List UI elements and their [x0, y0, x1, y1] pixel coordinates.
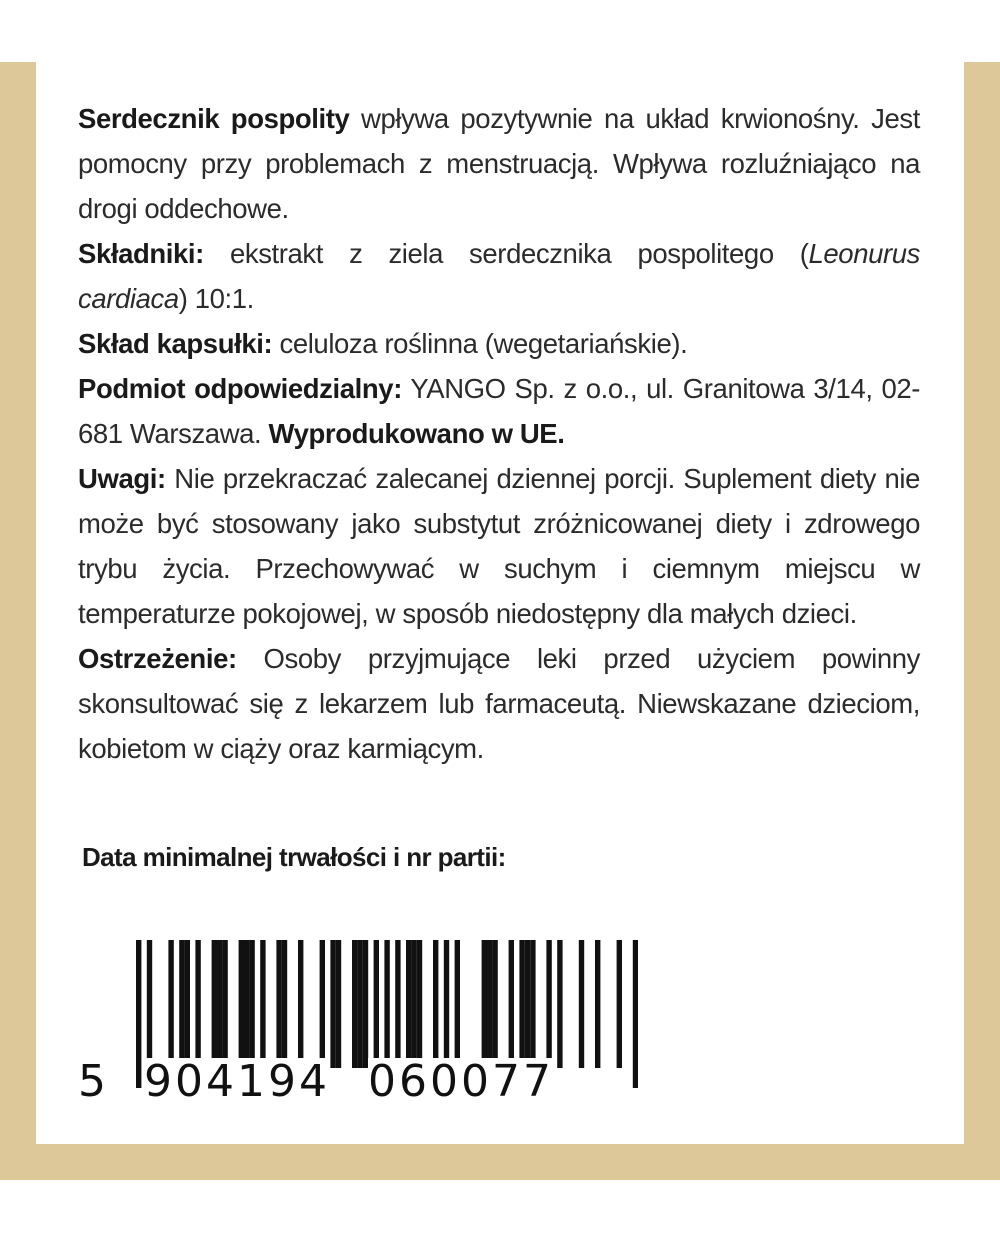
- barcode-bar: [444, 940, 449, 1068]
- barcode-bar: [406, 940, 411, 1068]
- barcode-bar: [363, 940, 368, 1068]
- notes-paragraph: [78, 456, 920, 636]
- barcode-bar: [249, 940, 254, 1068]
- product-label: [36, 62, 964, 1144]
- latin-name: Leonurus cardiaca: [78, 238, 920, 314]
- barcode-bar: [352, 940, 357, 1068]
- barcode-bar: [595, 940, 600, 1068]
- barcode-bar: [492, 940, 497, 1068]
- notes-heading: Uwagi:: [78, 463, 166, 494]
- capsule-text: celuloza roślinna (wegetariańskie).: [272, 328, 688, 359]
- responsible-text: YANGO Sp. z o.o., ul. Granitowa 3/14, 02-681 Warszawa.: [78, 373, 921, 449]
- barcode-bar: [357, 940, 362, 1068]
- barcode-bar: [433, 940, 438, 1068]
- barcode-bar: [260, 940, 265, 1068]
- barcode-bar: [546, 940, 551, 1068]
- description-text: wpływa pozytywnie na układ krwionośny. Jest pomocny przy problemach z menstruacją. Wpływa rozluźniająco na drogi oddechowe.: [78, 103, 920, 224]
- barcode-bar: [417, 940, 422, 1068]
- barcode-bar: [185, 940, 190, 1068]
- barcode-digits: [78, 1058, 638, 1108]
- barcode-bar: [525, 940, 530, 1068]
- barcode-bar: [298, 940, 303, 1068]
- barcode-bar: [411, 940, 416, 1068]
- warning-heading: Ostrzeżenie:: [78, 643, 237, 674]
- product-name: Serdecznik pospolity: [78, 103, 350, 134]
- barcode-bar: [509, 940, 514, 1068]
- made-in-eu: Wyprodukowano w UE.: [268, 418, 565, 449]
- ingredients-paragraph: [78, 231, 920, 321]
- barcode-bar: [276, 940, 281, 1068]
- barcode-bar: [217, 940, 222, 1068]
- warning-text: Osoby przyjmujące leki przed użyciem powinny skonsultować się z lekarzem lub farmaceutą. Niewskazane dzieciom, kobietom w ciąży oraz karmiącym.: [78, 643, 920, 764]
- barcode-bar: [282, 940, 287, 1068]
- barcode-bar: [557, 940, 562, 1068]
- barcode-left-group: 904194: [144, 1056, 330, 1107]
- barcode-bar: [617, 940, 622, 1068]
- label-text: [78, 96, 920, 771]
- capsule-heading: Skład kapsułki:: [78, 328, 273, 359]
- notes-text: Nie przekraczać zalecanej dziennej porcji. Suplement diety nie może być stosowany jako substytut zróżnicowanej diety i zdrowego trybu życia. Przechowywać w suchym i ciemnym miejscu w temperaturze pokojowej, w sposób niedostępny dla małych dzieci.: [78, 463, 920, 629]
- barcode-bar: [455, 940, 460, 1068]
- barcode-bar: [222, 940, 227, 1068]
- barcode-first-digit: 5: [78, 1056, 106, 1107]
- capsule-paragraph: [78, 321, 920, 366]
- barcode-bar: [374, 940, 379, 1068]
- barcode-bar: [212, 940, 217, 1068]
- barcode-bar: [530, 940, 535, 1068]
- ingredients-heading: Składniki:: [78, 238, 204, 269]
- barcode-bar: [195, 940, 200, 1068]
- barcode-bar: [330, 940, 335, 1068]
- responsible-paragraph: [78, 366, 920, 456]
- barcode-bar: [579, 940, 584, 1068]
- barcode-bar: [179, 940, 184, 1068]
- barcode-bar: [239, 940, 244, 1068]
- barcode-bar: [244, 940, 249, 1068]
- warning-paragraph: [78, 636, 920, 771]
- ingredients-text-b: ) 10:1.: [178, 283, 254, 314]
- barcode-right-group: 060077: [368, 1056, 554, 1107]
- barcode-bar: [168, 940, 173, 1068]
- barcode: [78, 940, 638, 1120]
- barcode-bar: [487, 940, 492, 1068]
- barcode-bar: [320, 940, 325, 1068]
- responsible-heading: Podmiot odpowiedzialny:: [78, 373, 402, 404]
- expiry-batch-label: Data minimalnej trwałości i nr partii:: [82, 842, 506, 872]
- description-paragraph: [78, 96, 920, 231]
- ingredients-text-a: ekstrakt z ziela serdecznika pospolitego (: [203, 238, 809, 269]
- barcode-bar: [519, 940, 524, 1068]
- barcode-bar: [336, 940, 341, 1068]
- barcode-bar: [482, 940, 487, 1068]
